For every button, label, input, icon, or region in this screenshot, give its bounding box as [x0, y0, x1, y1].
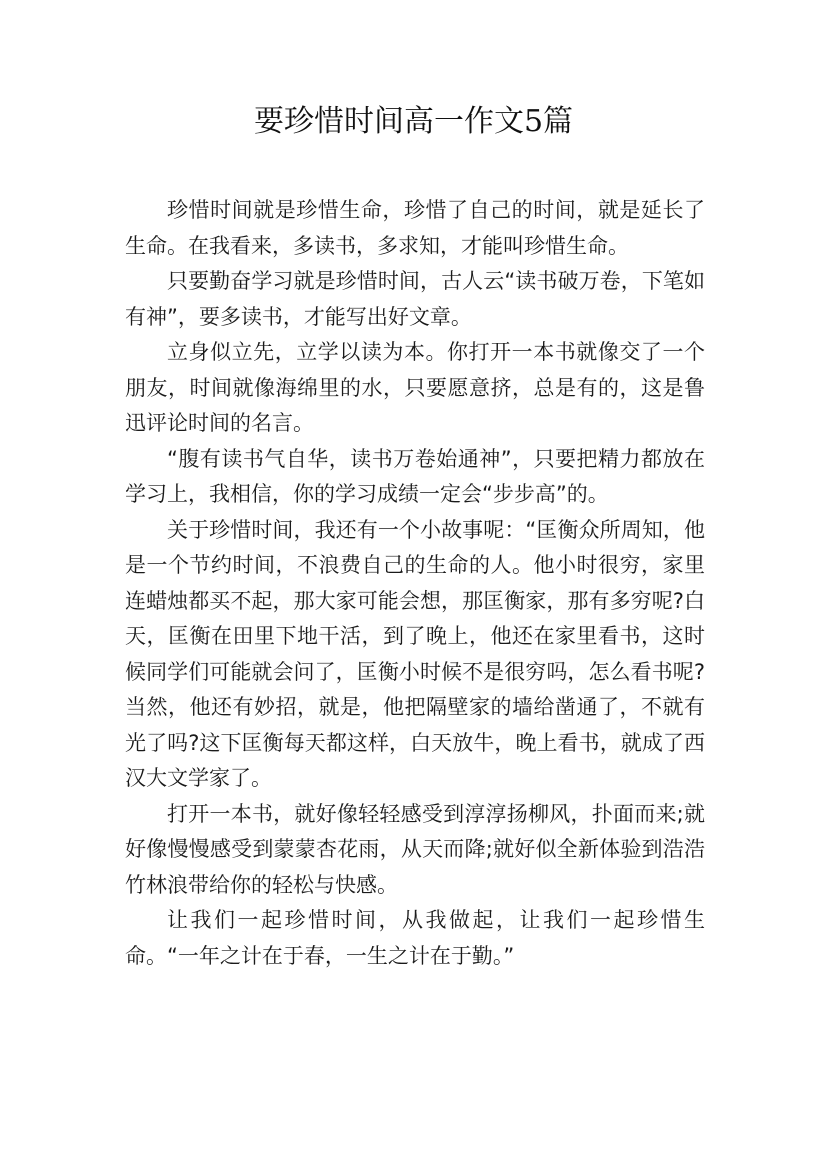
document-title: 要珍惜时间高一作文5篇	[253, 104, 574, 139]
paragraph-3: 立身似立先，立学以读为本。你打开一本书就像交了一个朋友，时间就像海绵里的水，只要愿意挤，总是有的，这是鲁迅评论时间的名言。	[125, 340, 705, 435]
paragraph-6: 打开一本书，就好像轻轻感受到淳淳扬柳风，扑面而来;就好像慢慢感受到蒙蒙杏花雨，从天而降;就好似全新体验到浩浩竹林浪带给你的轻松与快感。	[125, 801, 705, 897]
document-body	[125, 193, 705, 974]
paragraph-1: 珍惜时间就是珍惜生命，珍惜了自己的时间，就是延长了生命。在我看来，多读书，多求知，才能叫珍惜生命。	[125, 198, 705, 258]
paragraph-4: “腹有读书气自华，读书万卷始通神”，只要把精力都放在学习上，我相信，你的学习成绩一定会“步步高”的。	[125, 446, 705, 506]
paragraph-2: 只要勤奋学习就是珍惜时间，古人云“读书破万卷，下笔如有神”，要多读书，才能写出好文章。	[125, 269, 705, 329]
paragraph-7: 让我们一起珍惜时间，从我做起，让我们一起珍惜生命。“一年之计在于春，一生之计在于勤。”	[125, 908, 705, 968]
paragraph-5: 关于珍惜时间，我还有一个小故事呢：“匡衡众所周知，他是一个节约时间，不浪费自己的生命的人。他小时很穷，家里连蜡烛都买不起，那大家可能会想，那匡衡家，那有多穷呢?白天，匡衡在田里下地干活，到了晚上，他还在家里看书，这时候同学们可能就会问了，匡衡小时候不是很穷吗，怎么看书呢?当然，他还有妙招，就是，他把隔壁家的墙给凿通了，不就有光了吗?这下匡衡每天都这样，白天放牛，晚上看书，就成了西汉大文学家了。	[125, 517, 705, 790]
